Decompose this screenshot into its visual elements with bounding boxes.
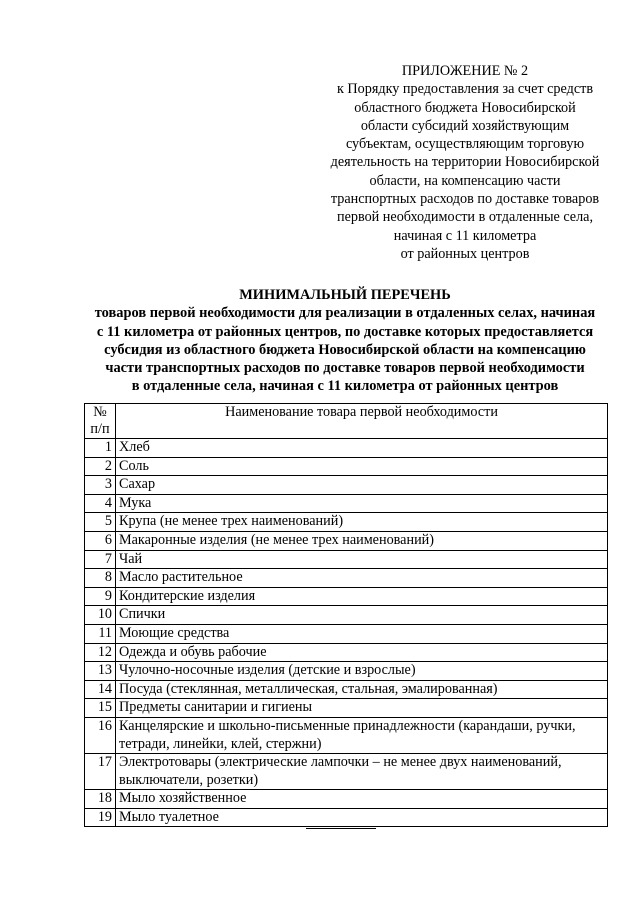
row-number: 11 <box>85 624 116 643</box>
title-line: в отдаленные села, начиная с 11 километра от районных центров <box>131 378 559 395</box>
number-header-line2: п/п <box>90 421 110 437</box>
row-number: 6 <box>85 531 116 550</box>
row-item-name: Хлеб <box>116 439 608 458</box>
row-item-name: Кондитерские изделия <box>116 587 608 606</box>
title-line: товаров первой необходимости для реализации в отдаленных селах, начиная <box>94 305 596 322</box>
table-row <box>85 680 608 699</box>
row-item-name: Моющие средства <box>116 624 608 643</box>
appendix-line: деятельность на территории Новосибирской <box>330 154 600 171</box>
row-item-name: Одежда и обувь рабочие <box>116 643 608 662</box>
appendix-line: начиная с 11 километра <box>393 227 537 244</box>
row-item-name: Чай <box>116 550 608 569</box>
name-column-header: Наименование товара первой необходимости <box>116 404 608 439</box>
appendix-block <box>300 62 630 263</box>
row-number: 1 <box>85 439 116 458</box>
row-item-name: Чулочно-носочные изделия (детские и взрослые) <box>116 662 608 681</box>
appendix-line: области, на компенсацию части <box>369 172 561 189</box>
table-row <box>85 494 608 513</box>
row-number: 12 <box>85 643 116 662</box>
table-row <box>85 790 608 809</box>
number-header-line1: № <box>93 404 107 420</box>
table-row <box>85 699 608 718</box>
row-item-name: Макаронные изделия (не менее трех наименований) <box>116 531 608 550</box>
table-row <box>85 717 608 753</box>
row-number: 18 <box>85 790 116 809</box>
row-number: 15 <box>85 699 116 718</box>
row-number: 3 <box>85 476 116 495</box>
row-item-name: Масло растительное <box>116 569 608 588</box>
end-divider <box>306 828 376 829</box>
appendix-line: субъектам, осуществляющим торговую <box>345 136 585 153</box>
goods-table <box>84 403 608 827</box>
table-body <box>85 439 608 827</box>
table-row <box>85 662 608 681</box>
row-number: 4 <box>85 494 116 513</box>
row-number: 13 <box>85 662 116 681</box>
row-item-name: Сахар <box>116 476 608 495</box>
row-number: 14 <box>85 680 116 699</box>
row-number: 19 <box>85 808 116 827</box>
table-row <box>85 587 608 606</box>
table-header-row <box>85 404 608 439</box>
row-item-name: Крупа (не менее трех наименований) <box>116 513 608 532</box>
row-number: 10 <box>85 606 116 625</box>
row-item-name: Мыло туалетное <box>116 808 608 827</box>
table-row <box>85 569 608 588</box>
row-number: 9 <box>85 587 116 606</box>
appendix-line: от районных центров <box>400 245 530 262</box>
row-number: 17 <box>85 754 116 790</box>
table-row <box>85 808 608 827</box>
title-line: части транспортных расходов по доставке товаров первой необходимости <box>105 360 585 377</box>
table-row <box>85 457 608 476</box>
table-row <box>85 606 608 625</box>
row-item-name: Мыло хозяйственное <box>116 790 608 809</box>
row-number: 5 <box>85 513 116 532</box>
document-title <box>40 286 640 396</box>
appendix-line: областного бюджета Новосибирской <box>354 99 576 116</box>
row-item-name: Предметы санитарии и гигиены <box>116 699 608 718</box>
row-item-name: Канцелярские и школьно-письменные принадлежности (карандаши, ручки, тетради, линейки, клей, стержни) <box>116 717 608 753</box>
table-row <box>85 439 608 458</box>
number-column-header <box>85 404 116 439</box>
row-number: 8 <box>85 569 116 588</box>
row-number: 2 <box>85 457 116 476</box>
row-item-name: Посуда (стеклянная, металлическая, стальная, эмалированная) <box>116 680 608 699</box>
title-line: с 11 километра от районных центров, по доставке которых предоставляется <box>96 323 594 340</box>
appendix-title: ПРИЛОЖЕНИЕ № 2 <box>401 63 529 79</box>
title-line: субсидия из областного бюджета Новосибирской области на компенсацию <box>104 341 586 358</box>
appendix-line: первой необходимости в отдаленные села, <box>336 209 594 226</box>
row-number: 16 <box>85 717 116 753</box>
row-number: 7 <box>85 550 116 569</box>
table-row <box>85 513 608 532</box>
row-item-name: Электротовары (электрические лампочки – не менее двух наименований, выключатели, розетки) <box>116 754 608 790</box>
row-item-name: Мука <box>116 494 608 513</box>
row-item-name: Соль <box>116 457 608 476</box>
table-row <box>85 643 608 662</box>
title-heading: МИНИМАЛЬНЫЙ ПЕРЕЧЕНЬ <box>239 287 451 303</box>
table-row <box>85 754 608 790</box>
appendix-line: к Порядку предоставления за счет средств <box>336 81 594 98</box>
row-item-name: Спички <box>116 606 608 625</box>
table-row <box>85 550 608 569</box>
appendix-line: области субсидий хозяйствующим <box>360 117 570 134</box>
table-row <box>85 531 608 550</box>
table-row <box>85 624 608 643</box>
appendix-line: транспортных расходов по доставке товаров <box>330 191 600 208</box>
table-row <box>85 476 608 495</box>
